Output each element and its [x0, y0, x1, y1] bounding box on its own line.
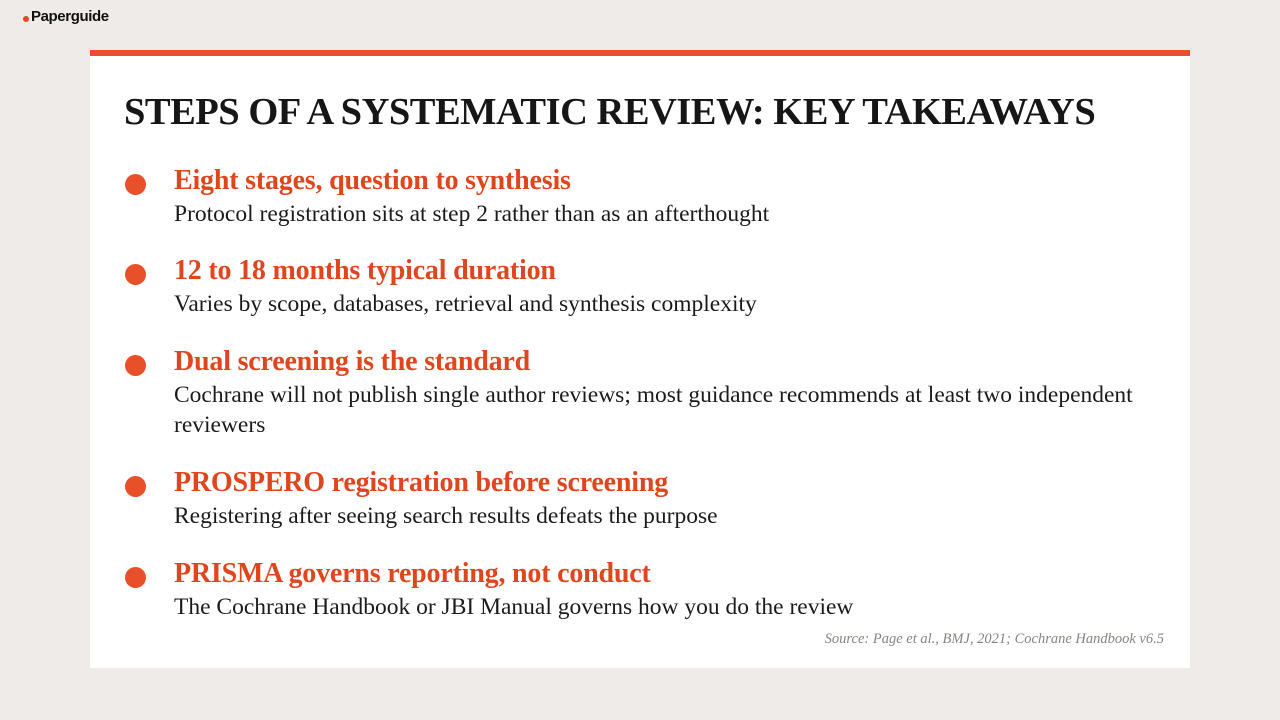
bullet-icon [125, 174, 146, 195]
takeaway-description: Varies by scope, databases, retrieval and synthesis complexity [174, 291, 757, 317]
bullet-icon [125, 355, 146, 376]
logo-dot-icon [23, 16, 29, 22]
takeaway-description: Protocol registration sits at step 2 rather than as an afterthought [174, 201, 770, 227]
logo-text: Paperguide [31, 8, 109, 25]
slide-title: STEPS OF A SYSTEMATIC REVIEW: KEY TAKEAWAYS [124, 91, 1096, 133]
takeaway-description: The Cochrane Handbook or JBI Manual governs how you do the review [174, 594, 854, 620]
takeaway-description: Cochrane will not publish single author reviews; most guidance recommends at least two independent reviewers [174, 382, 1133, 438]
takeaway-description: Registering after seeing search results defeats the purpose [174, 503, 718, 529]
bullet-icon [125, 567, 146, 588]
takeaway-title: 12 to 18 months typical duration [174, 255, 556, 286]
bullet-icon [125, 476, 146, 497]
accent-bar [90, 50, 1190, 56]
source-citation: Source: Page et al., BMJ, 2021; Cochrane Handbook v6.5 [824, 631, 1164, 647]
paperguide-logo[interactable] [23, 8, 109, 25]
takeaway-title: PRISMA governs reporting, not conduct [174, 558, 651, 589]
bullet-icon [125, 264, 146, 285]
takeaway-title: PROSPERO registration before screening [174, 467, 669, 498]
takeaway-title: Dual screening is the standard [174, 346, 530, 377]
slide-card [90, 50, 1190, 668]
takeaway-title: Eight stages, question to synthesis [174, 165, 571, 196]
